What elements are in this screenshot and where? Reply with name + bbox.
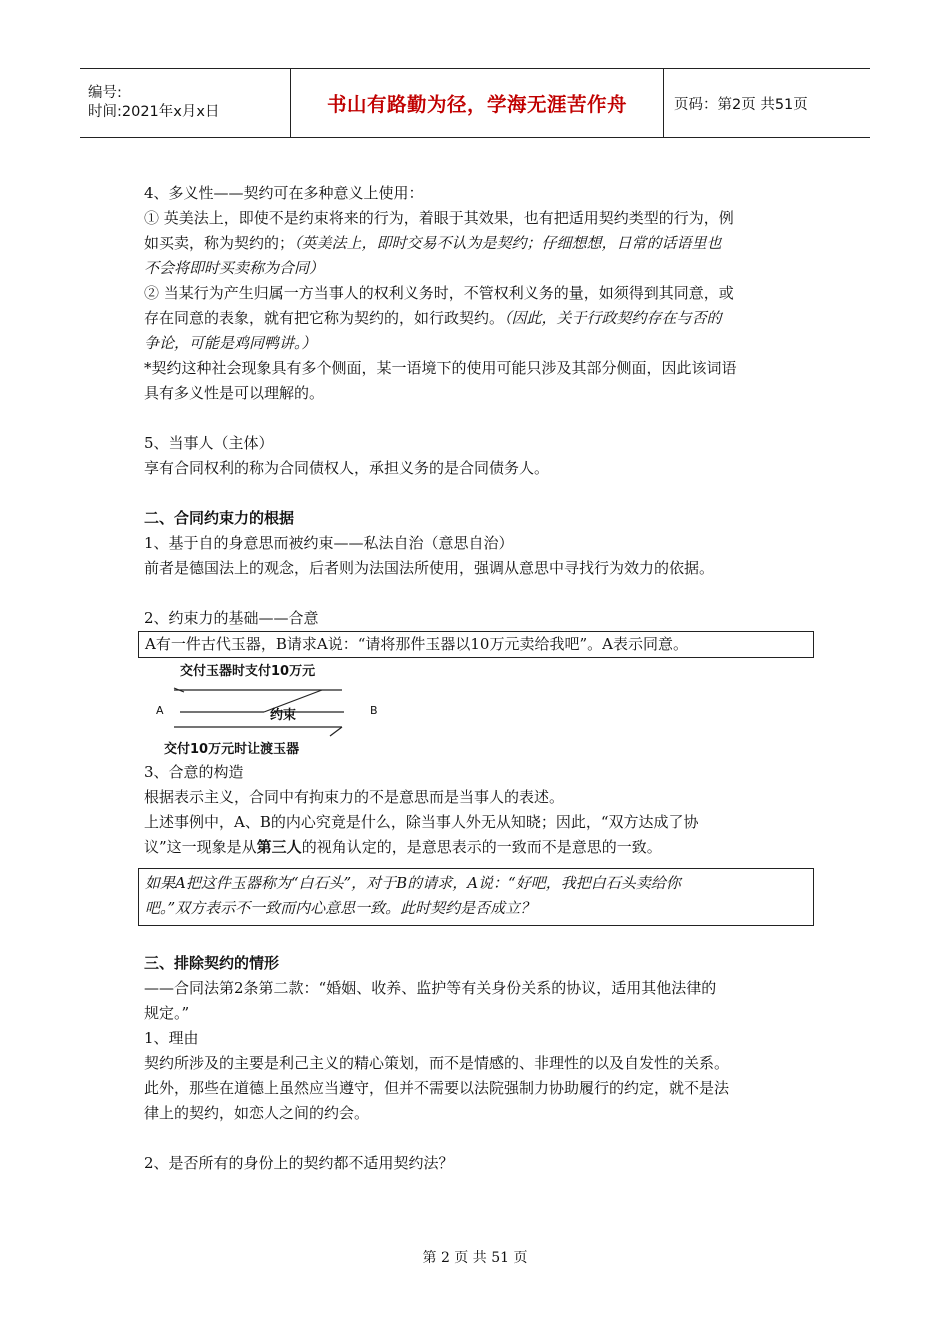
sec4-p1-text: 如买卖，称为契约的； bbox=[144, 234, 295, 252]
doc-time-label: 时间:2021年x月x日 bbox=[88, 104, 220, 120]
page-footer: 第 2 页 共 51 页 bbox=[422, 1250, 528, 1266]
sec4-p1-line1: ① 英美法上，即使不是约束将来的行为，着眼于其效果，也有把适用契约类型的行为，例 bbox=[144, 209, 734, 227]
part2-s1-title: 1、基于自的身意思而被约束——私法自治（意思自治） bbox=[144, 534, 514, 552]
diagram-top-label: 交付玉器时支付10万元 bbox=[180, 664, 316, 679]
part2-s3-line2: 上述事例中，A、B的内心究竟是什么，除当事人外无从知晓；因此，“双方达成了协 bbox=[144, 813, 699, 831]
example-box: A有一件古代玉器，B请求A说：“请将那件玉器以10万元卖给我吧”。A表示同意。 bbox=[138, 631, 814, 658]
diagram-middle-label: 约束 bbox=[270, 708, 297, 723]
part2-s3-line1: 根据表示主义，合同中有拘束力的不是意思而是当事人的表述。 bbox=[144, 788, 565, 806]
diagram-bottom-label: 交付10万元时让渡玉器 bbox=[164, 742, 300, 757]
header-page-info: 页码：第2页 共51页 bbox=[674, 96, 808, 113]
sec4-p2-line2 bbox=[144, 306, 820, 331]
part2-s3-title: 3、合意的构造 bbox=[144, 763, 244, 781]
sec5-text: 享有合同权利的称为合同债权人，承担义务的是合同债务人。 bbox=[144, 459, 550, 477]
page-header bbox=[80, 68, 870, 138]
sec4-p1-line2 bbox=[144, 231, 820, 256]
sec4-p2-line1: ② 当某行为产生归属一方当事人的权利义务时，不管权利义务的量，如须得到其同意，或 bbox=[144, 284, 734, 302]
part3-s1-line2: 此外，那些在道德上虽然应当遵守，但并不需要以法院强制力协助履行的约定，就不是法 bbox=[144, 1079, 730, 1097]
italic-box-line2: 吧。”双方表示不一致而内心意思一致。此时契约是否成立？ bbox=[145, 899, 536, 917]
sec4-p2-text: 存在同意的表象，就有把它称为契约的，如行政契约。 bbox=[144, 309, 505, 327]
sec4-title: 4、多义性——契约可在多种意义上使用： bbox=[144, 184, 424, 202]
contract-diagram bbox=[144, 660, 820, 760]
part2-s1-text: 前者是德国法上的观念，后者则为法国法所使用，强调从意思中寻找行为效力的依据。 bbox=[144, 559, 715, 577]
diagram-party-b: B bbox=[370, 704, 378, 717]
part3-s1-title: 1、理由 bbox=[144, 1029, 199, 1047]
sec4-note-line1: *契约这种社会现象具有多个侧面，某一语境下的使用可能只涉及其部分侧面，因此该词语 bbox=[144, 359, 737, 377]
sec4-p2-comment: （因此，关于行政契约存在与否的 bbox=[504, 309, 722, 327]
part3-quote-line1: ——合同法第2条第二款：“婚姻、收养、监护等有关身份关系的协议，适用其他法律的 bbox=[144, 979, 717, 997]
s3-line3-bold: 第三人 bbox=[256, 838, 302, 856]
sec4-p1-comment: （英美法上，即时交易不认为是契约；仔细想想，日常的话语里也 bbox=[294, 234, 722, 252]
s3-line3-pre: 议”这一现象是从 bbox=[144, 838, 257, 856]
part2-s3-line3 bbox=[144, 835, 820, 860]
italic-box-line1: 如果A把这件玉器称为“白石头”，对于B的请求，A说：“好吧，我把白石头卖给你 bbox=[145, 874, 681, 892]
header-left-cell bbox=[80, 69, 290, 137]
part3-s1-line3: 律上的契约，如恋人之间的约会。 bbox=[144, 1104, 370, 1122]
italic-question-box bbox=[138, 868, 814, 926]
part3-s1-line1: 契约所涉及的主要是利己主义的精心策划，而不是情感的、非理性的以及自发性的关系。 bbox=[144, 1054, 730, 1072]
part3-heading: 三、排除契约的情形 bbox=[144, 954, 280, 972]
diagram-party-a: A bbox=[156, 704, 164, 717]
arrow-bottom-head bbox=[330, 727, 342, 736]
s3-line3-post: 的视角认定的，是意思表示的一致而不是意思的一致。 bbox=[301, 838, 662, 856]
part2-heading: 二、合同约束力的根据 bbox=[144, 509, 295, 527]
sec4-p1-line3: 不会将即时买卖称为合同） bbox=[144, 259, 325, 277]
doc-number-label: 编号: bbox=[88, 85, 122, 101]
sec4-note-line2: 具有多义性是可以理解的。 bbox=[144, 384, 325, 402]
sec4-p2-line3: 争论，可能是鸡同鸭讲。） bbox=[144, 334, 317, 352]
sec5-title: 5、当事人（主体） bbox=[144, 434, 274, 452]
part2-s2-title: 2、约束力的基础——合意 bbox=[144, 609, 319, 627]
part3-s2-title: 2、是否所有的身份上的契约都不适用契约法？ bbox=[144, 1154, 454, 1172]
document-body bbox=[144, 181, 820, 1176]
part3-quote-line2: 规定。” bbox=[144, 1004, 190, 1022]
header-motto: 书山有路勤为径，学海无涯苦作舟 bbox=[290, 69, 664, 137]
